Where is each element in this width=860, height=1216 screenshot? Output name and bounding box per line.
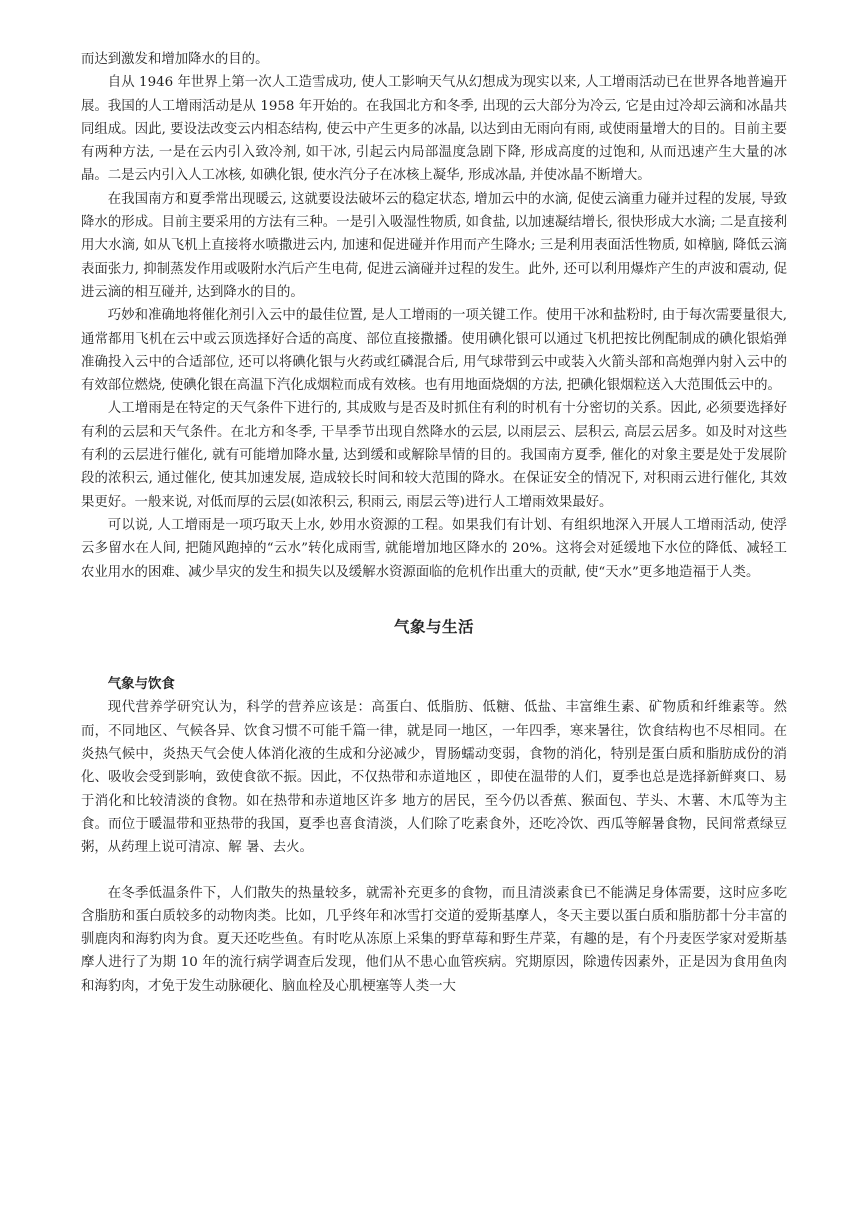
paragraph-conditions: 人工增雨是在特定的天气条件下进行的, 其成败与是否及时抓住有利的时机有十分密切的关系。因此, 必须要选择好有利的云层和天气条件。在北方和冬季, 干旱季节出现自然降水的云层, 以雨层云、层积云, 高层云居多。如及时对这些有利的云层进行催化, 就有可能增加降水量, 达到缓和或解除旱情的目的。我国南方夏季, 催化的对象主要是处于发展阶段的浓积云, 通过催化, 使其加速发展, 造成较长时间和较大范围的降水。在保证安全的情况下, 对积雨云进行催化, 其效果更好。一般来说, 对低而厚的云层(如浓积云, 积雨云, 雨层云等)进行人工增雨效果最好。 — [81, 401, 787, 510]
paragraph-conclusion: 可以说, 人工增雨是一项巧取天上水, 妙用水资源的工程。如果我们有计划、有组织地深入开展人工增雨活动, 使浮云多留水在人间, 把随风跑掉的“云水”转化成雨雪, 就能增加地区降水的 20%。这将会对延缓地下水位的降低、减轻工农业用水的困难、减少旱灾的发生和损失以及缓解水资源面临的危机作出重大的贡献, 使“天水”更多地造福于人类。 — [81, 517, 787, 580]
paragraph-warm-cloud: 在我国南方和夏季常出现暖云, 这就要设法破坏云的稳定状态, 增加云中的水滴, 促使云滴重力碰并过程的发展, 导致降水的形成。目前主要采用的方法有三种。一是引入吸湿性物质, 如食盐, 以加速凝结增长, 很快形成大水滴; 二是直接利用大水滴, 如从飞机上直接将水喷撒进云内, 加速和促进碰并作用而产生降水; 三是利用表面活性物质, 如樟脑, 降低云滴表面张力, 抑制蒸发作用或吸附水汽后产生电荷, 促进云滴碰并过程的发生。此外, 还可以利用爆炸产生的声波和震动, 促进云滴的相互碰并, 达到降水的目的。 — [81, 191, 787, 300]
paragraph-winter: 在冬季低温条件下，人们散失的热量较多，就需补充更多的食物，而且清淡素食已不能满足身体需要，这时应多吃含脂肪和蛋白质较多的动物肉类。比如，几乎终年和冰雪打交道的爱斯基摩人，冬天主要以蛋白质和脂肪都十分丰富的驯鹿肉和海豹肉为食。夏天还吃些鱼。有时吃从冻原上采集的野草莓和野生芹菜，有趣的是，有个丹麦医学家对爱斯基摩人进行了为期 10 年的流行病学调查后发现，他们从不患心血管疾病。究期原因，除遗传因素外，正是因为食用鱼肉和海豹肉，才免于发生动脉硬化、脑血栓及心肌梗塞等人类一大 — [81, 885, 787, 994]
document-page — [81, 48, 787, 998]
subheading: 气象与饮食 — [107, 677, 175, 693]
paragraph-catalyst: 巧妙和准确地将催化剂引入云中的最佳位置, 是人工增雨的一项关键工作。使用干冰和盐粉时, 由于每次需要量很大, 通常都用飞机在云中或云顶选择好合适的高度、部位直接撒播。使用碘化银可以通过飞机把按比例配制成的碘化银焰弹准确投入云中的合适部位, 还可以将碘化银与火药或红磷混合后, 用气球带到云中或装入火箭头部和高炮弹内射入云中的有效部位燃烧, 使碘化银在高温下汽化成烟粒而成有效核。也有用地面烧烟的方法, 把碘化银烟粒送入大范围低云中的。 — [81, 308, 787, 394]
paragraph-gap — [81, 860, 787, 882]
paragraph-history: 自从 1946 年世界上第一次人工造雪成功, 使人工影响天气从幻想成为现实以来, 人工增雨活动已在世界各地普遍开展。我国的人工增雨活动是从 1958 年开始的。在我国北方和冬季, 出现的云大部分为冷云, 它是由过冷却云滴和冰晶共同组成。因此, 要设法改变云内相态结构, 使云中产生更多的冰晶, 以达到由无雨向有雨, 或使雨量增大的目的。目前主要有两种方法, 一是在云内引入致冷剂, 如干冰, 引起云内局部温度急剧下降, 形成高度的过饱和, 从而迅速产生大量的冰晶。二是云内引入人工冰核, 如碘化银, 使水汽分子在冰核上凝华, 形成冰晶, 并使冰晶不断增大。 — [81, 75, 787, 184]
paragraph-continued: 而达到激发和增加降水的目的。 — [81, 52, 269, 67]
paragraph-nutrition: 现代营养学研究认为，科学的营养应该是：高蛋白、低脂肪、低糖、低盐、丰富维生素、矿物质和纤维素等。然而，不同地区、气候各异、饮食习惯不可能千篇一律，就是同一地区，一年四季，寒来暑往，饮食结构也不尽相同。在炎热气候中，炎热天气会使人体消化液的生成和分泌减少，胃肠蠕动变弱，食物的消化，特别是蛋白质和脂肪成份的消化、吸收会受到影响，致使食欲不振。因此，不仅热带和赤道地区 ，即使在温带的人们，夏季也总是选择新鲜爽口、易于消化和比较清淡的食物。如在热带和赤道地区许多 地方的居民，至今仍以香蕉、猴面包、芋头、木薯、木瓜等为主食。而位于暖温带和亚热带的我国，夏季也喜食清淡，人们除了吃素食外，还吃冷饮、西瓜等解暑食物，民间常煮绿豆粥，从药理上说可清凉、解 暑、去火。 — [81, 700, 787, 856]
section-title: 气象与生活 — [393, 617, 474, 636]
